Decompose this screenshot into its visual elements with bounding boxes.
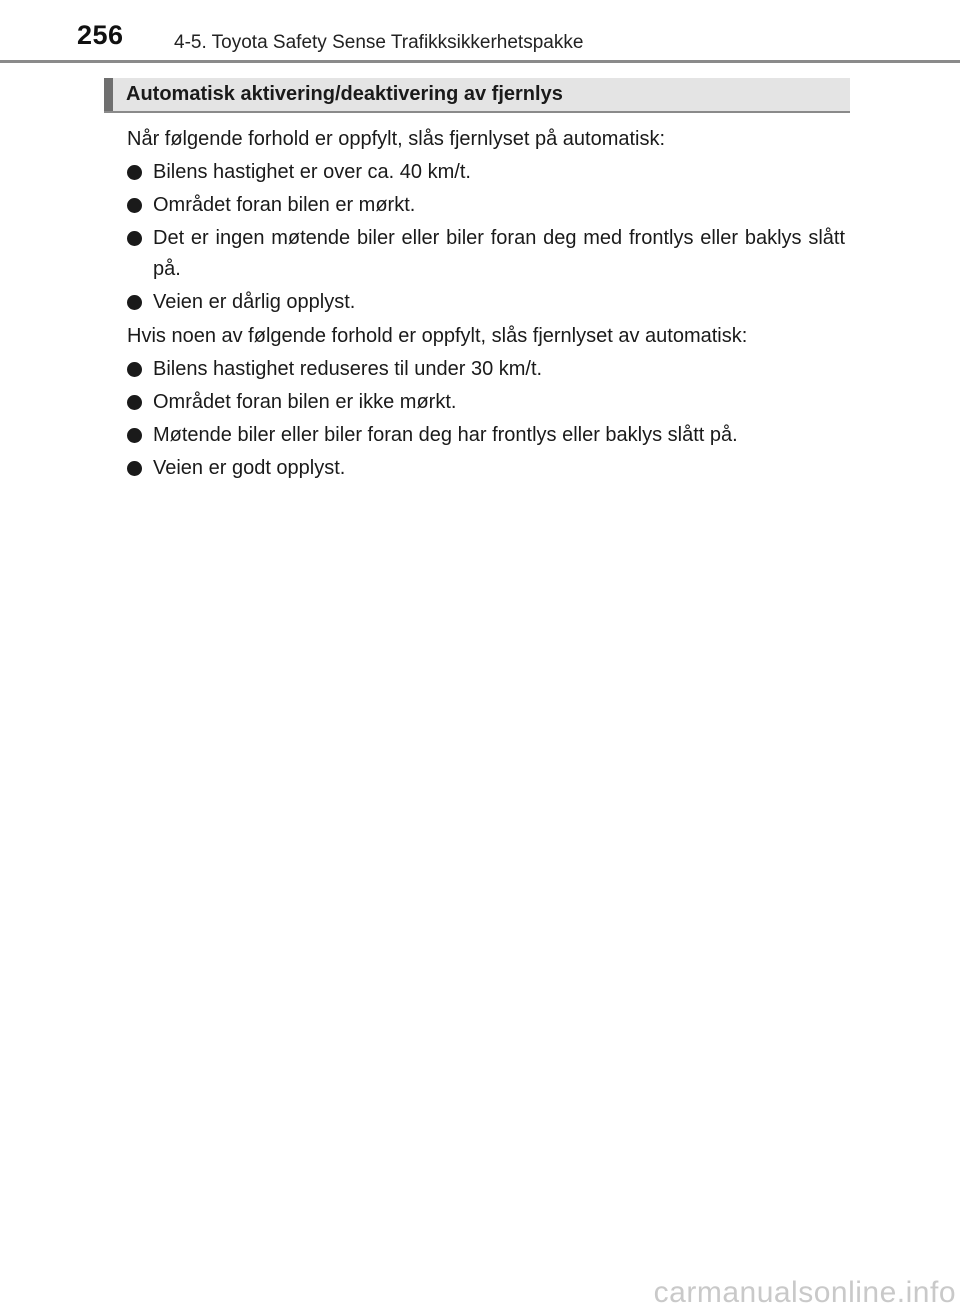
section-heading-accent <box>104 78 113 111</box>
watermark: carmanualsonline.info <box>653 1276 956 1309</box>
list-item-text: Området foran bilen er mørkt. <box>153 194 416 216</box>
list-item-text: Møtende biler eller biler foran deg har frontlys eller baklys slått på. <box>153 424 738 446</box>
list-item <box>127 223 845 285</box>
conditions-on-list <box>127 157 845 318</box>
bullet-icon <box>127 198 142 213</box>
list-item-text: Veien er dårlig opplyst. <box>153 291 356 313</box>
list-item-text: Bilens hastighet reduseres til under 30 km/t. <box>153 358 543 380</box>
chapter-title: 4-5. Toyota Safety Sense Trafikksikkerhetspakke <box>174 32 584 53</box>
list-item <box>127 420 845 451</box>
list-item <box>127 387 845 418</box>
list-item <box>127 354 845 385</box>
page-number: 256 <box>77 20 124 50</box>
intro-on-paragraph: Når følgende forhold er oppfylt, slås fjernlyset på automatisk: <box>127 128 666 150</box>
section-heading-bar <box>104 78 850 113</box>
list-item-text: Det er ingen møtende biler eller biler foran deg med frontlys eller baklys slått på. <box>153 227 845 280</box>
bullet-icon <box>127 461 142 476</box>
bullet-icon <box>127 295 142 310</box>
header-divider <box>0 60 960 63</box>
bullet-icon <box>127 395 142 410</box>
bullet-icon <box>127 165 142 180</box>
section-title: Automatisk aktivering/deaktivering av fjernlys <box>126 83 563 105</box>
bullet-icon <box>127 362 142 377</box>
conditions-off-list <box>127 354 845 484</box>
bullet-icon <box>127 428 142 443</box>
list-item-text: Veien er godt opplyst. <box>153 457 346 479</box>
list-item-text: Bilens hastighet er over ca. 40 km/t. <box>153 161 471 183</box>
list-item <box>127 157 845 188</box>
list-item <box>127 287 845 318</box>
list-item-text: Området foran bilen er ikke mørkt. <box>153 391 457 413</box>
intro-off-paragraph: Hvis noen av følgende forhold er oppfylt, slås fjernlyset av automatisk: <box>127 325 748 347</box>
bullet-icon <box>127 231 142 246</box>
list-item <box>127 190 845 221</box>
list-item <box>127 453 845 484</box>
body-content <box>127 124 845 487</box>
